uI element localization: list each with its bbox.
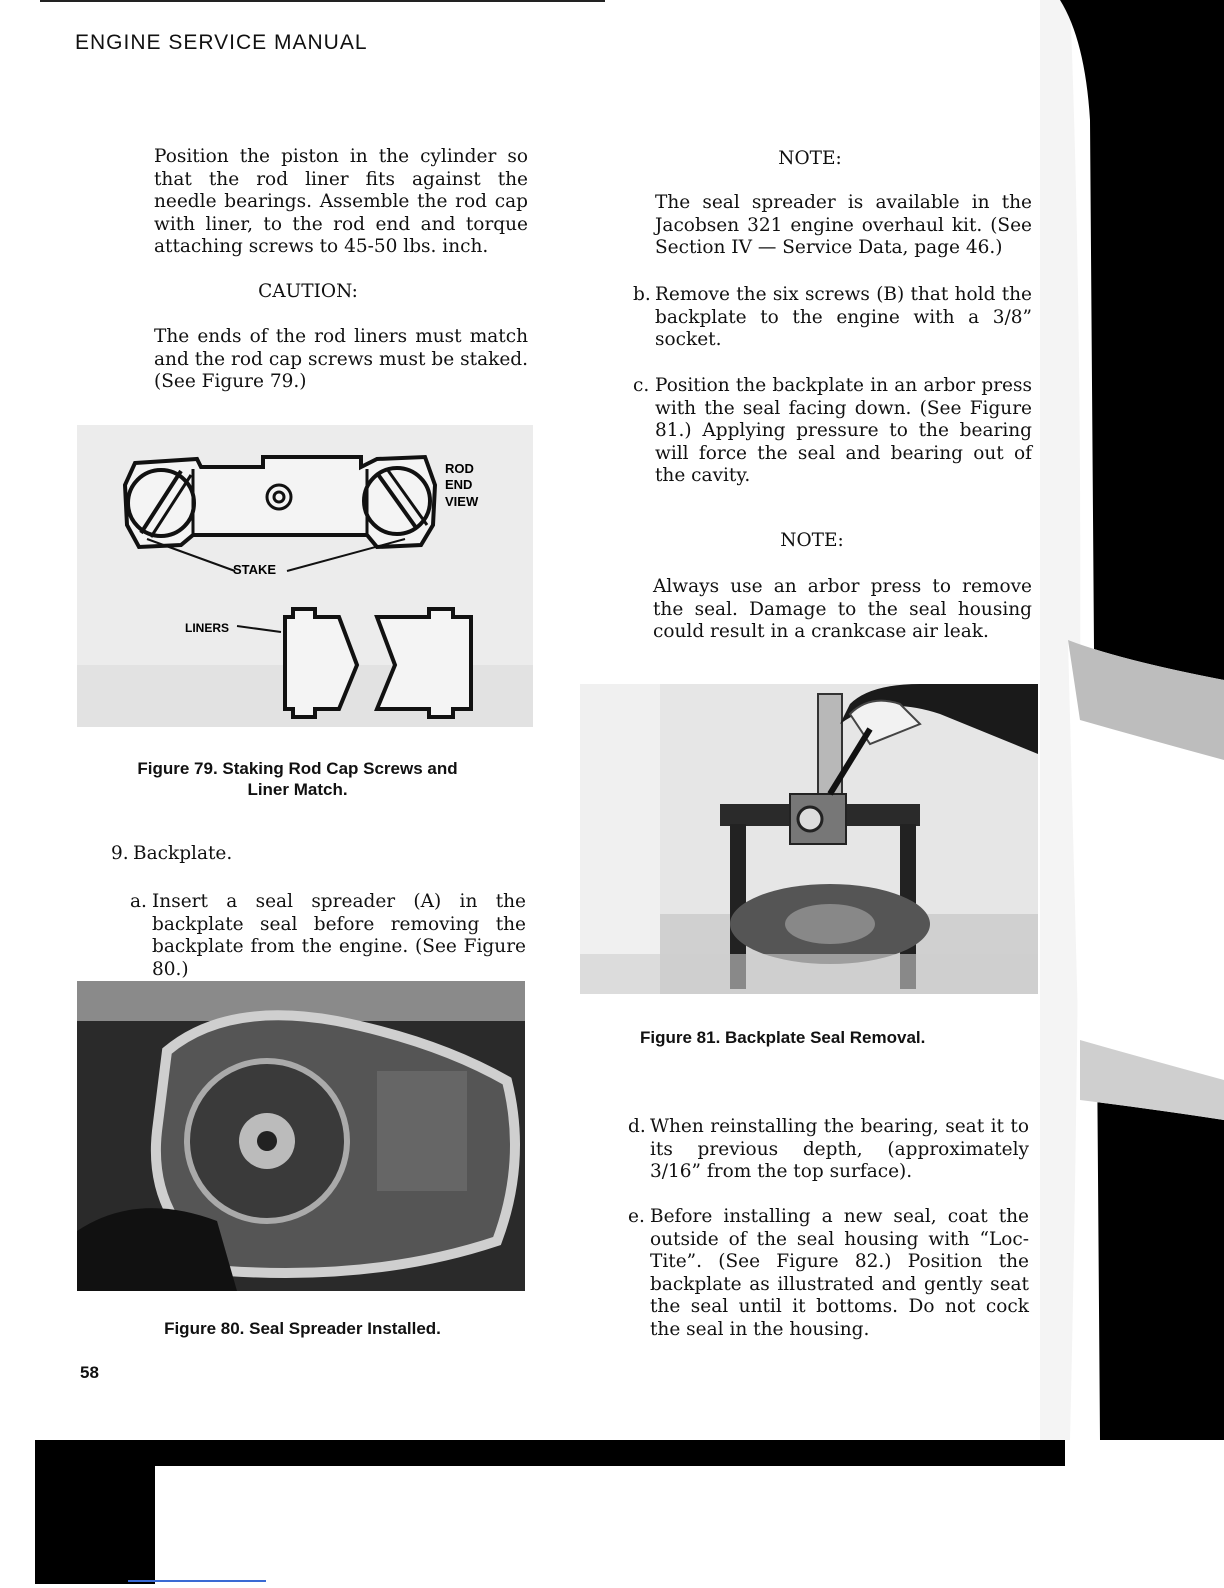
top-rule — [40, 0, 605, 2]
page-header: ENGINE SERVICE MANUAL — [75, 31, 368, 54]
scan-bottom-block — [35, 1440, 155, 1584]
step-a — [130, 891, 526, 981]
page-number: 58 — [80, 1363, 99, 1382]
step-d — [628, 1116, 1029, 1184]
step-9 — [111, 843, 523, 866]
step-b — [633, 284, 1032, 352]
step-d-label: d. — [628, 1116, 646, 1137]
scan-bottom-bar — [35, 1440, 1065, 1466]
step-d-text: When reinstalling the bearing, seat it to its previous depth, (approximately 3/16” from the top surface). — [650, 1116, 1029, 1182]
scan-edge-shadow — [1040, 0, 1224, 1584]
note2-heading: NOTE: — [780, 530, 844, 551]
caution-heading: CAUTION: — [258, 281, 358, 302]
step-9-text: Backplate. — [133, 843, 233, 864]
figure-81-caption: Figure 81. Backplate Seal Removal. — [640, 1028, 926, 1047]
note1-text: The seal spreader is available in the Jacobsen 321 engine overhaul kit. (See Section IV — Service Data, page 46.) — [655, 192, 1032, 258]
label-view: VIEW — [445, 494, 479, 509]
label-rod: ROD — [445, 461, 474, 476]
note2-text: Always use an arbor press to remove the seal. Damage to the seal housing could result in a crankcase air leak. — [653, 576, 1032, 642]
figure-80-photo — [77, 981, 525, 1291]
figure-79-caption-line1: Figure 79. Staking Rod Cap Screws and — [137, 759, 458, 778]
step-e — [628, 1206, 1029, 1341]
note1-heading: NOTE: — [778, 148, 842, 169]
figure-79-caption — [100, 758, 495, 800]
figure-79-diagram — [77, 425, 533, 727]
paragraph-piston: Position the piston in the cylinder so that the rod liner fits against the needle bearings. Assemble the rod cap with liner, to the rod end and torque attaching screws to 45-50 lbs. inch. — [154, 146, 528, 257]
step-a-text: Insert a seal spreader (A) in the backplate seal before removing the backplate from the engine. (See Figure 80.) — [152, 891, 526, 980]
step-c — [633, 375, 1032, 488]
scan-bottom-line — [128, 1580, 266, 1582]
step-e-label: e. — [628, 1206, 645, 1227]
step-a-label: a. — [130, 891, 147, 912]
label-stake: STAKE — [233, 562, 277, 577]
step-b-text: Remove the six screws (B) that hold the backplate to the engine with a 3/8” socket. — [655, 284, 1032, 350]
step-c-label: c. — [633, 375, 650, 396]
step-b-label: b. — [633, 284, 651, 305]
figure-79-caption-line2: Liner Match. — [247, 780, 348, 799]
figure-81-photo — [580, 684, 1038, 994]
step-e-text: Before installing a new seal, coat the outside of the seal housing with “Loc-Tite”. (See Figure 82.) Position the backplate as illustrated and gently seat the seal until it bottoms. Do not cock the seal in the housing. — [650, 1206, 1029, 1340]
step-c-text: Position the backplate in an arbor press with the seal facing down. (See Figure 81.) Applying pressure to the bearing will force the seal and bearing out of the cavity. — [655, 375, 1032, 486]
figure-80-caption: Figure 80. Seal Spreader Installed. — [164, 1319, 441, 1338]
step-9-label: 9. — [111, 843, 129, 864]
caution-text: The ends of the rod liners must match and the rod cap screws must be staked. (See Figure 79.) — [154, 326, 528, 392]
label-end: END — [445, 477, 473, 492]
label-liners: LINERS — [185, 621, 230, 635]
